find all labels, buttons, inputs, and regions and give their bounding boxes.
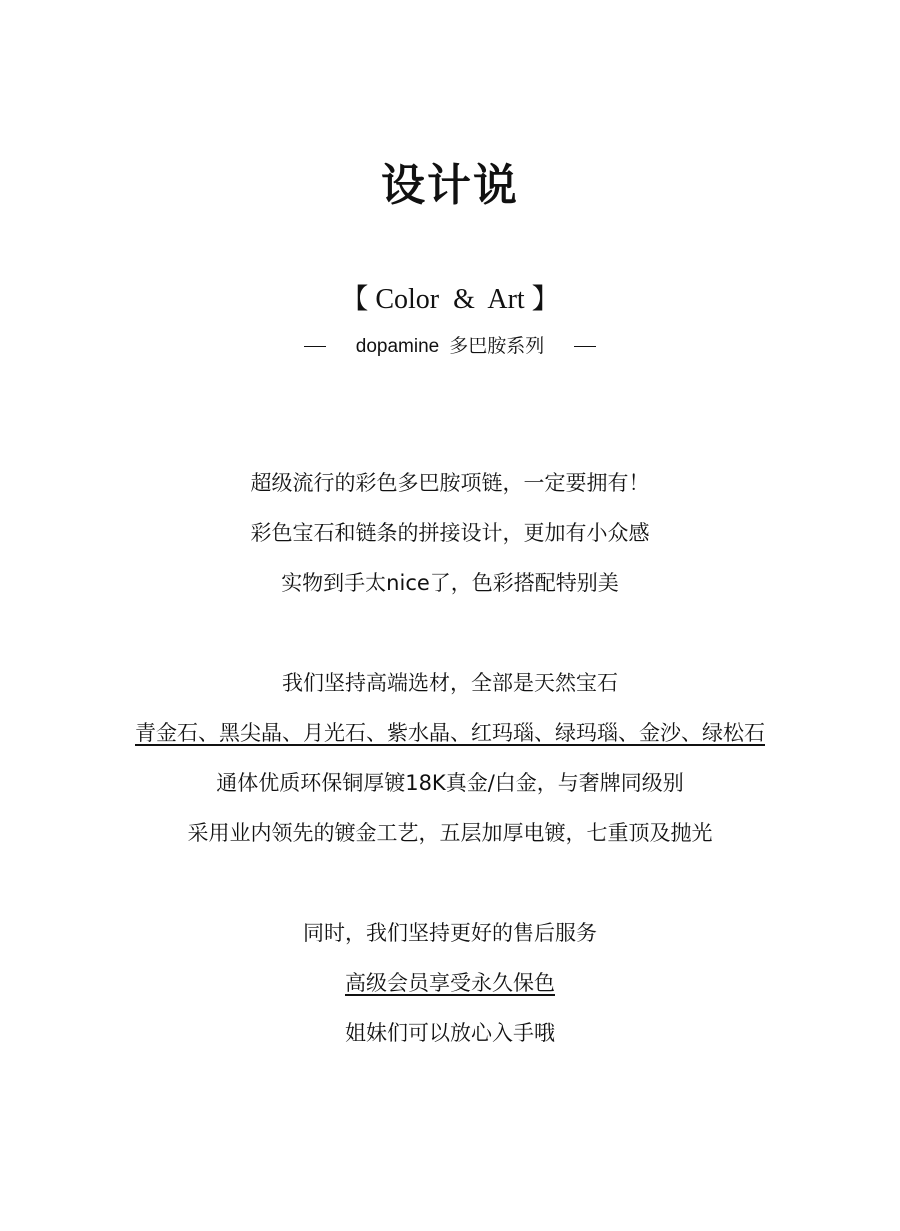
paragraph2-line3: 通体优质环保铜厚镀18K真金/白金，与奢牌同级别: [216, 771, 684, 795]
dash-left: [304, 346, 326, 347]
gemstone-list-row: [0, 718, 900, 748]
series-english: dopamine: [355, 336, 440, 357]
paragraph3-line1: 同时，我们坚持更好的售后服务: [303, 921, 597, 945]
page-title: 设计说: [381, 160, 519, 211]
series-subtitle: [0, 332, 900, 361]
vip-color-guarantee: 高级会员享受永久保色: [345, 971, 555, 995]
vip-row: [0, 968, 900, 998]
paragraph2-line4: 采用业内领先的镀金工艺，五层加厚电镀，七重顶及抛光: [187, 821, 713, 845]
color-art-heading: 【 Color & Art 】: [340, 284, 560, 315]
paragraph1-line3: 实物到手太nice了，色彩搭配特别美: [281, 571, 619, 595]
paragraph2-line1: 我们坚持高端选材，全部是天然宝石: [282, 671, 618, 695]
dash-right: [574, 346, 596, 347]
paragraph1-line2: 彩色宝石和链条的拼接设计，更加有小众感: [250, 521, 650, 545]
paragraph3-line3: 姐妹们可以放心入手哦: [345, 1021, 555, 1045]
gemstone-list: 青金石、黑尖晶、月光石、紫水晶、红玛瑙、绿玛瑙、金沙、绿松石: [135, 721, 765, 745]
paragraph1-line1: 超级流行的彩色多巴胺项链，一定要拥有！: [250, 471, 650, 495]
series-chinese: 多巴胺系列: [449, 335, 545, 357]
